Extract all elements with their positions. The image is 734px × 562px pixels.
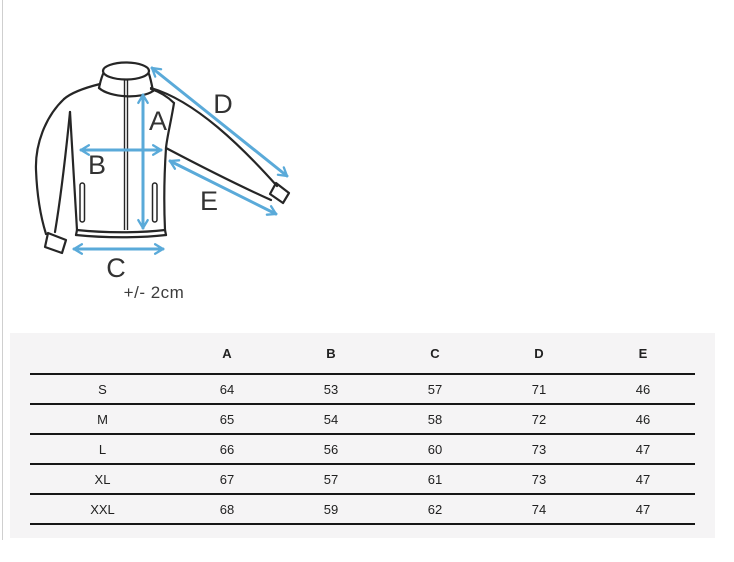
size-column-header [30, 333, 175, 374]
cell-value: 66 [175, 434, 279, 464]
cell-value: 58 [383, 404, 487, 434]
cell-value: 73 [487, 434, 591, 464]
cell-value: 53 [279, 374, 383, 404]
table-row-xl [30, 464, 695, 494]
size-label: S [30, 374, 175, 404]
size-label: L [30, 434, 175, 464]
left-sleeve-inner [55, 112, 70, 232]
jacket-outline [36, 63, 289, 254]
collar-left-edge [99, 74, 103, 88]
column-header-d: D [487, 333, 591, 374]
cell-value: 68 [175, 494, 279, 524]
cell-value: 73 [487, 464, 591, 494]
label-e: E [199, 186, 219, 216]
cell-value: 72 [487, 404, 591, 434]
jacket-measurement-diagram [0, 0, 340, 320]
measurement-labels [88, 89, 233, 283]
cell-value: 61 [383, 464, 487, 494]
arrow-d [152, 68, 287, 176]
label-d: D [213, 89, 233, 119]
right-sleeve-bottom [166, 148, 271, 200]
cell-value: 47 [591, 434, 695, 464]
cell-value: 57 [279, 464, 383, 494]
column-header-e: E [591, 333, 695, 374]
cell-value: 59 [279, 494, 383, 524]
hem-bottom [76, 235, 166, 237]
tolerance-note: +/- 2cm [123, 283, 185, 302]
left-sleeve-outer [36, 99, 64, 234]
size-label: XL [30, 464, 175, 494]
table-row-xxl [30, 494, 695, 524]
table-row-s [30, 374, 695, 404]
table-row-l [30, 434, 695, 464]
cell-value: 56 [279, 434, 383, 464]
cell-value: 67 [175, 464, 279, 494]
column-header-b: B [279, 333, 383, 374]
column-header-c: C [383, 333, 487, 374]
body-left-edge [70, 112, 77, 230]
cell-value: 64 [175, 374, 279, 404]
zipper [125, 80, 128, 230]
cell-value: 74 [487, 494, 591, 524]
hem-top [77, 230, 165, 232]
collar-top [103, 63, 149, 80]
cell-value: 46 [591, 404, 695, 434]
cell-value: 71 [487, 374, 591, 404]
size-table [30, 333, 695, 525]
label-a: A [148, 106, 168, 136]
left-pocket [80, 183, 85, 222]
size-label: XXL [30, 494, 175, 524]
cell-value: 47 [591, 464, 695, 494]
cell-value: 54 [279, 404, 383, 434]
cell-value: 62 [383, 494, 487, 524]
right-cuff [270, 183, 289, 203]
cell-value: 57 [383, 374, 487, 404]
size-label: M [30, 404, 175, 434]
size-table-header-row [30, 333, 695, 374]
cell-value: 47 [591, 494, 695, 524]
cell-value: 65 [175, 404, 279, 434]
collar-bottom [99, 88, 153, 96]
pockets [80, 183, 157, 222]
label-c: C [106, 253, 126, 283]
cell-value: 46 [591, 374, 695, 404]
size-table-panel [10, 333, 715, 538]
column-header-a: A [175, 333, 279, 374]
table-row-m [30, 404, 695, 434]
right-pocket [153, 183, 158, 222]
label-b: B [87, 150, 107, 180]
left-shoulder [64, 84, 100, 99]
cell-value: 60 [383, 434, 487, 464]
left-cuff [45, 233, 66, 253]
